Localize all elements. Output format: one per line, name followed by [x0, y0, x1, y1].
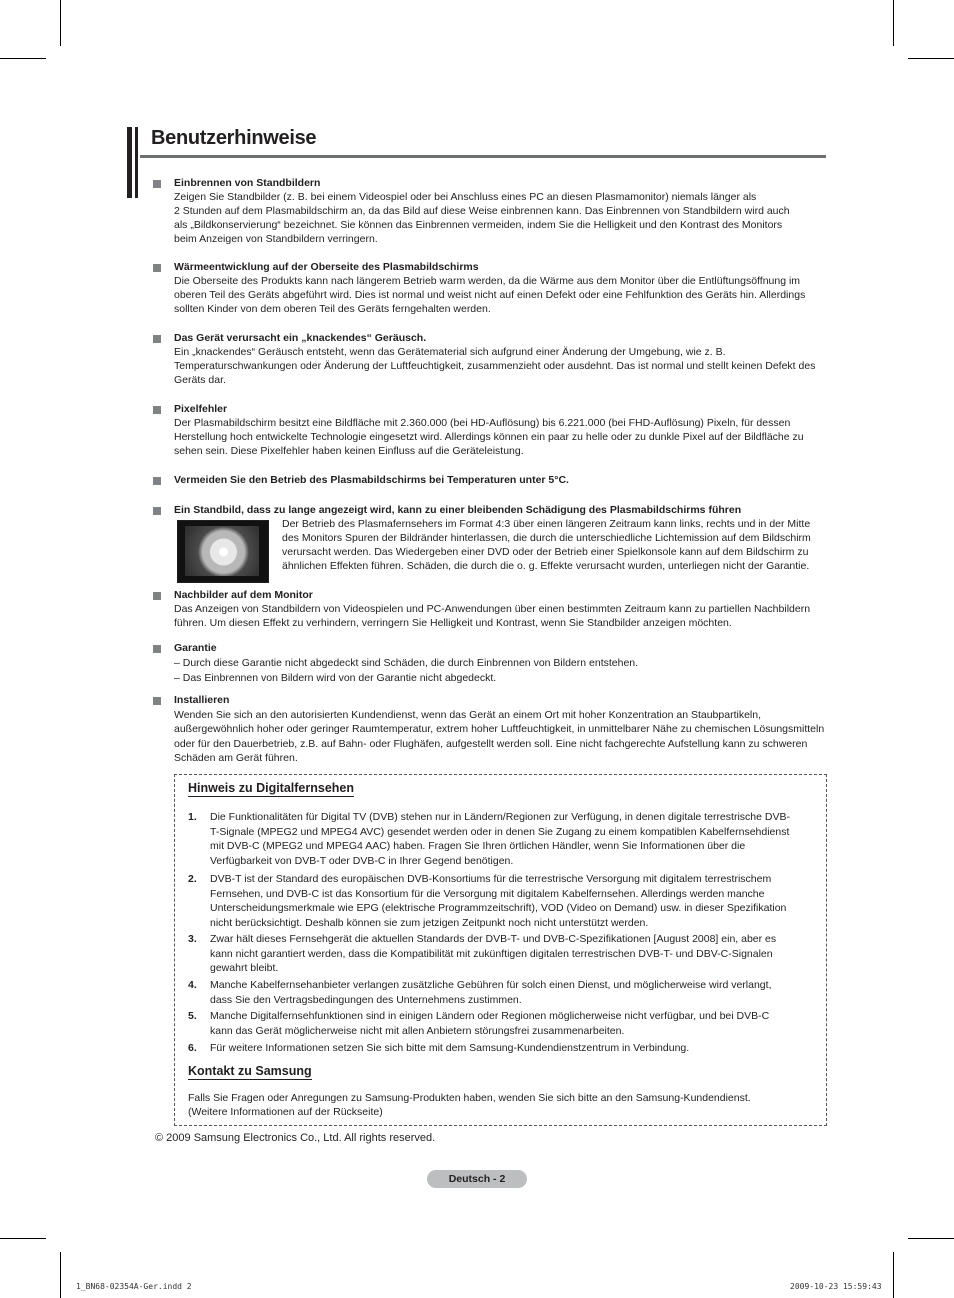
- section-temperatur: [174, 473, 826, 487]
- section-line: Zeigen Sie Standbilder (z. B. bei einem Videospiel oder bei Anschluss eines PC an diesen Plasmamonitor) niemals länger als: [174, 191, 757, 203]
- list-item: [210, 810, 810, 868]
- list-item: [210, 872, 810, 930]
- copyright-notice: © 2009 Samsung Electronics Co., Ltd. All rights reserved.: [155, 1132, 436, 1144]
- section-heading: Das Gerät verursacht ein „knackendes“ Geräusch.: [174, 332, 427, 344]
- title-rule: [140, 155, 826, 158]
- crop-mark: [908, 1238, 954, 1239]
- footer-filename: 1_BN68-02354A-Ger.indd 2: [76, 1282, 192, 1291]
- section-line: Wenden Sie sich an den autorisierten Kundendienst, wenn das Gerät an einem Ort mit hoher Konzentration an Staubpartikeln,: [174, 708, 761, 721]
- section-line: – Durch diese Garantie nicht abgedeckt sind Schäden, die durch Einbrennen von Bildern entstehen.: [174, 657, 639, 669]
- section-line: Schäden am Gerät führen.: [174, 752, 298, 764]
- list-line: kann nicht garantiert werden, dass die Kompatibilität mit zukünftigen digitalen terrestrischen DVB-T- und DBV-C-Signalen: [210, 947, 773, 960]
- bullet-icon: [153, 697, 161, 705]
- contact-heading: Kontakt zu Samsung: [188, 1064, 312, 1078]
- section-heading: Wärmeentwicklung auf der Oberseite des Plasmabildschirms: [174, 261, 479, 273]
- list-line: T-Signale (MPEG2 und MPEG4 AVC) gesendet werden oder in denen Sie Zugang zu einem kompatiblen Kabelfernsehdienst: [210, 825, 790, 838]
- list-item: [210, 1009, 810, 1038]
- page-title: Benutzerhinweise: [151, 127, 317, 149]
- section-installieren: [174, 693, 826, 766]
- section-heading: Einbrennen von Standbildern: [174, 177, 321, 189]
- list-line: nicht berücksichtigt. Deshalb können sie zum jetzigen Zeitpunkt noch nicht unterstützt werden.: [210, 916, 649, 929]
- footer-timestamp: 2009-10-23 15:59:43: [790, 1282, 882, 1291]
- list-line: Zwar hält dieses Fernsehgerät die aktuellen Standards der DVB-T- und DVB-C-Spezifikationen [August 2008] ein, aber es: [210, 933, 777, 945]
- section-heading: Garantie: [174, 642, 217, 654]
- list-line: mit DVB-C (MPEG2 und MPEG4 AAC) haben. Fragen Sie Ihren örtlichen Händler, wenn Sie Informationen über die: [210, 840, 746, 852]
- bullet-icon: [153, 592, 161, 600]
- section-line: Das Anzeigen von Standbildern von Videospielen und PC-Anwendungen über einen bestimmten Zeitraum kann zu partiellen Nachbildern: [174, 603, 811, 615]
- section-heading: Vermeiden Sie den Betrieb des Plasmabildschirms bei Temperaturen unter 5°C.: [174, 474, 569, 486]
- crop-mark: [908, 58, 954, 59]
- section-line: – Das Einbrennen von Bildern wird von der Garantie nicht abgedeckt.: [174, 672, 497, 684]
- bullet-icon: [153, 406, 161, 414]
- list-line: dass Sie den Vertragsbedingungen des Unternehmens zustimmen.: [210, 993, 522, 1006]
- section-line: Ein „knackendes“ Geräusch entsteht, wenn das Gerätematerial sich aufgrund einer Änderung der Umgebung, wie z. B.: [174, 346, 726, 358]
- list-number: 3.: [188, 933, 197, 945]
- list-number: 2.: [188, 873, 197, 885]
- list-number: 6.: [188, 1042, 197, 1054]
- section-heading: Pixelfehler: [174, 403, 228, 415]
- list-number: 1.: [188, 811, 197, 823]
- section-line: Geräts dar.: [174, 374, 226, 386]
- list-item: [210, 978, 810, 1007]
- section-heading: Nachbilder auf dem Monitor: [174, 589, 313, 601]
- list-number: 4.: [188, 979, 197, 991]
- section-line: Temperaturschwankungen oder Änderung der Luftfeuchtigkeit, zusammenzieht oder ausdehnt. Das ist normal und stellt keinen Defekt des: [174, 360, 816, 372]
- list-line: DVB-T ist der Standard des europäischen DVB-Konsortiums für die terrestrische Versorgung mit digitalem terrestrischem: [210, 873, 772, 885]
- page-number-label: Deutsch - 2: [427, 1170, 527, 1188]
- section-line: beim Anzeigen von Standbildern verringern.: [174, 233, 378, 245]
- contact-line: (Weitere Informationen auf der Rückseite): [188, 1106, 383, 1118]
- list-line: Verfügbarkeit von DVB-T oder DVB-C in Ihrer Gegend benötigen.: [210, 854, 514, 867]
- section-line: Die Oberseite des Produkts kann nach längerem Betrieb warm werden, da die Wärme aus dem Monitor über die Entlüftungsöffnung im: [174, 275, 801, 287]
- bullet-icon: [153, 645, 161, 653]
- tv-thumbnail-image: [177, 520, 269, 583]
- section-line: außergewöhnlich hoher oder geringer Raumtemperatur, extrem hoher Luftfeuchtigkeit, in unmittelbarer Nähe zu chemischen Lösungsmitteln: [174, 723, 825, 735]
- list-line: Unterscheidungsmerkmale wie EPG (elektrische Programmzeitschrift), VOD (Video on Demand) usw. in dieser Spezifikation: [210, 902, 787, 914]
- section-line: sehen sein. Diese Pixelfehler haben keinen Einfluss auf die Geräteleistung.: [174, 445, 524, 457]
- list-line: Manche Kabelfernsehanbieter verlangen zusätzliche Gebühren für solch einen Dienst, und möglicherweise wird verlangt,: [210, 979, 772, 991]
- section-garantie: [174, 641, 826, 686]
- section-line: als „Bildkonservierung“ bezeichnet. Sie können das Einbrennen vermeiden, indem Sie die Helligkeit und den Kontrast des Monitors: [174, 219, 783, 231]
- crop-mark: [60, 1252, 61, 1298]
- section-pixelfehler: [174, 402, 826, 458]
- section-line: 2 Stunden auf dem Plasmabildschirm an, da das Bild auf diese Weise einbrennen kann. Das Einbrennen von Standbildern wird auch: [174, 205, 790, 217]
- section-line: des Monitors Spuren der Bildränder hinterlassen, die durch die unterschiedliche Lichtemission auf dem Bildschirm: [282, 532, 811, 544]
- bullet-icon: [153, 264, 161, 272]
- digital-notice-heading: Hinweis zu Digitalfernsehen: [188, 781, 355, 795]
- contact-text: [188, 1091, 808, 1119]
- bullet-icon: [153, 477, 161, 485]
- bullet-icon: [153, 507, 161, 515]
- list-line: kann das Gerät möglicherweise nicht mit allen Anbietern störungsfrei zusammenarbeiten.: [210, 1024, 625, 1037]
- section-line: verursacht werden. Das Wiedergeben einer DVD oder der Betrieb einer Spielkonsole kann auf dem Bildschirm zu: [282, 546, 809, 558]
- section-knacken: [174, 331, 826, 387]
- section-line: ähnlichen Effekten führen. Schäden, die durch die o. g. Effekte verursacht wurden, unterliegen nicht der Garantie.: [282, 560, 810, 572]
- list-item: [210, 1041, 810, 1056]
- list-number: 5.: [188, 1010, 197, 1022]
- crop-mark: [893, 0, 894, 46]
- section-heading: Ein Standbild, dass zu lange angezeigt wird, kann zu einer bleibenden Schädigung des Plasmabildschirms führen: [174, 504, 742, 516]
- crop-mark: [0, 1238, 46, 1239]
- section-line: sollten Kinder von dem oberen Teil des Geräts ferngehalten werden.: [174, 303, 491, 315]
- contact-line: Falls Sie Fragen oder Anregungen zu Samsung-Produkten haben, wenden Sie sich bitte an den Samsung-Kundendienst.: [188, 1092, 751, 1104]
- list-line: Für weitere Informationen setzen Sie sich bitte mit dem Samsung-Kundendienstzentrum in Verbindung.: [210, 1042, 690, 1054]
- section-line: oberen Teil des Geräts abgeführt wird. Dies ist normal und weist nicht auf einen Defekt oder eine Fehlfunktion des Geräts hin. Allerdings: [174, 289, 806, 301]
- section-line: führen. Um diesen Effekt zu verhindern, verringern Sie Helligkeit und Kontrast, wenn Sie Standbilder anzeigen möchten.: [174, 617, 732, 629]
- section-nachbilder: [174, 588, 826, 630]
- bullet-icon: [153, 180, 161, 188]
- list-line: Manche Digitalfernsehfunktionen sind in einigen Ländern oder Regionen möglicherweise nicht verfügbar, und bei DVB-C: [210, 1010, 770, 1022]
- list-line: Die Funktionalitäten für Digital TV (DVB) stehen nur in Ländern/Regionen zur Verfügung, in denen digitale terrestrische DVB-: [210, 811, 790, 823]
- list-line: Fernsehen, und DVB-C ist das Konsortium für die Versorgung mit digitalem Kabelfernsehen. Allerdings werden manche: [210, 887, 765, 900]
- list-item: [210, 932, 810, 976]
- section-waerme: [174, 260, 826, 316]
- section-line: Der Betrieb des Plasmafernsehers im Format 4:3 über einen längeren Zeitraum kann links, rechts und in der Mitte: [282, 518, 811, 530]
- section-line: Herstellung hoch entwickelte Technologie eingesetzt wird. Allerdings können ein paar zu helle oder zu dunkle Pixel auf der Bildfläche zu: [174, 431, 804, 443]
- bullet-icon: [153, 335, 161, 343]
- crop-mark: [0, 58, 46, 59]
- crop-mark: [60, 0, 61, 46]
- list-line: gewahrt bleibt.: [210, 962, 279, 974]
- section-einbrennen: [174, 176, 826, 246]
- section-line: oder für den Dauerbetrieb, z.B. auf Bahn- oder Flughäfen, aufgestellt werden soll. Eine nicht fachgerechte Aufstellung kann zu schweren: [174, 737, 808, 750]
- section-line: Der Plasmabildschirm besitzt eine Bildfläche mit 2.360.000 (bei HD-Auflösung) bis 6.221.000 (bei FHD-Auflösung) Pixeln, für dessen: [174, 417, 791, 429]
- crop-mark: [893, 1252, 894, 1298]
- section-standbild: [174, 503, 826, 517]
- section-standbild-text: [282, 517, 822, 573]
- section-heading: Installieren: [174, 694, 230, 706]
